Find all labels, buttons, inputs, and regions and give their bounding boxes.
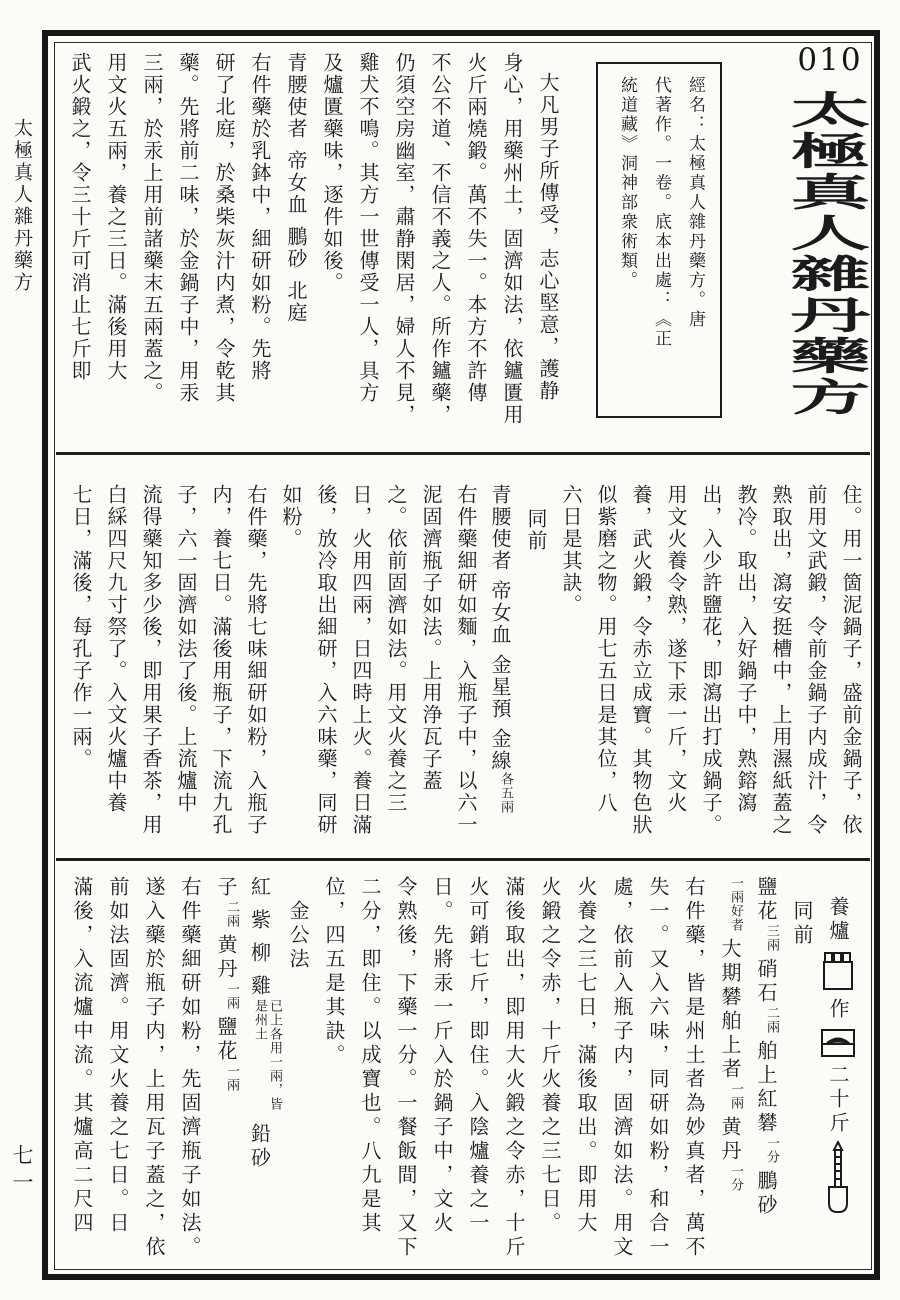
- small-annotation: 二兩: [224, 900, 239, 928]
- small-annotation-two-column: 已上各用一兩，皆是州土: [252, 999, 282, 1111]
- spacer: [729, 932, 731, 938]
- text-column: 令熟後，下藥一分。一餐飯間，又下: [394, 876, 418, 1260]
- text-column: 出，入少許鹽花，即瀉出打成鍋子。: [699, 484, 723, 836]
- text-column: 前用文武鍛，令前金鍋子内成汁，令: [804, 484, 828, 836]
- text-column: 經名：太極真人雜丹藥方。唐: [685, 76, 705, 330]
- text-column: 失一。又入六味，同研如粉，和合一: [646, 876, 670, 1260]
- scripture-meta-text: [606, 76, 712, 404]
- text-column: 教冷。取出，入好鍋子中，熟鎔瀉: [734, 484, 758, 814]
- text-column: 右件藥，皆是州土者為妙真者，萬不: [682, 876, 706, 1260]
- spacer: [259, 1119, 261, 1123]
- spacer: [259, 966, 261, 975]
- main-title: [772, 90, 874, 434]
- text-column: 子，六一固濟如法了後。上流爐中: [174, 484, 198, 814]
- text-column: 滿後，入流爐中流。其爐高二尺四: [70, 876, 94, 1236]
- text-column: 同前: [784, 876, 820, 1270]
- text-column: 右件藥細研如麵，入瓶子中，以六一: [454, 484, 478, 836]
- text-column: 右件藥細研如粉，先固濟瓶子如法。: [178, 876, 202, 1260]
- text-column: 熟取出，瀉安挺槽中，上用濕紙蓋之: [769, 484, 793, 836]
- spacer: [295, 270, 297, 280]
- spacer: [499, 646, 501, 654]
- text-column: 滿後取出，即用大火鍛之令赤，十斤: [502, 876, 526, 1260]
- spacer: [297, 876, 299, 900]
- stove-vessel-icon: [821, 949, 855, 993]
- text-column: 青腰使者帝女血鵬砂北庭: [284, 52, 308, 324]
- text-column: 武火鍛之，令三十斤可消止七斤即: [68, 52, 92, 382]
- spacer: [225, 928, 227, 934]
- spacer: [259, 900, 261, 909]
- small-annotation: 一分: [764, 1136, 779, 1164]
- text-column: 白綵四尺九寸祭了。入文火爐中養: [104, 484, 128, 814]
- spacer: [225, 1010, 227, 1016]
- section-divider-2: [56, 858, 870, 861]
- spacer: [547, 52, 549, 72]
- spacer: [801, 876, 803, 900]
- text-column: 前如法固濟。用文火養之七日。日: [106, 876, 130, 1236]
- text-column: 火可銷七斤，即住。入陰爐養之一: [466, 876, 490, 1236]
- text-column: 紅紫柳雞已上各用一兩，皆是州土鉛砂: [247, 876, 282, 1171]
- spacer: [765, 1164, 767, 1170]
- text-column: 養爐 作 二十斤: [820, 876, 856, 1270]
- text-column: 火鍛之令赤，十斤火養之三七日。: [538, 876, 562, 1236]
- scripture-meta-box: [596, 62, 722, 418]
- text-column: 泥固濟瓶子如法。上用浄瓦子蓋: [419, 484, 443, 792]
- text-column: 一兩好者大期礬舶上者一兩黄丹一分: [718, 876, 743, 1192]
- section-divider-1: [56, 452, 870, 455]
- text-column: 仍須空房幽室，肅静閑居，婦人不見，: [392, 52, 416, 426]
- page-number: 七一: [10, 1144, 34, 1198]
- text-column: 火斤兩燒鍛。萬不失一。本方不許傳: [464, 52, 488, 404]
- text-column: 遂入藥於瓶子内，上用瓦子蓋之，依: [142, 876, 166, 1260]
- text-column: 之。依前固濟如法。用文火養之三: [384, 484, 408, 814]
- text-section-2: [58, 484, 868, 856]
- spine-title: 太極真人雜丹藥方: [11, 118, 33, 294]
- document-number: 010: [797, 42, 863, 78]
- spacer: [765, 952, 767, 958]
- text-column: 三兩，於汞上用前諸藥末五兩蓋之。: [140, 52, 164, 404]
- text-column: 日，火用四兩，日四時上火。養日滿: [349, 484, 373, 836]
- small-annotation: 一兩: [224, 982, 239, 1010]
- text-column: 身心，用藥州土，固濟如法，依鑪匱用: [500, 52, 524, 426]
- spacer: [729, 1110, 731, 1116]
- text-column: 火養之三七日，滿後取出。即用大: [574, 876, 598, 1236]
- spacer: [295, 216, 297, 226]
- text-column: 似紫磨之物。用七五日是其位，八: [594, 484, 618, 814]
- text-column: 同前: [518, 484, 553, 856]
- text-column: 大凡男子所傳受，志心堅意，護静: [530, 52, 566, 442]
- text-column: 内，養七日。滿後用瓶子，下流九孔: [209, 484, 233, 836]
- spacer: [499, 720, 501, 728]
- spacer: [765, 1034, 767, 1040]
- text-column: 藥。先將前二味，於金鍋子中，用汞: [176, 52, 200, 404]
- text-column: 鹽花三兩硝石二兩舶上紅礬一分鵬砂: [754, 876, 779, 1218]
- text-column: 二分，即住。以成寶也。八九是其: [358, 876, 382, 1236]
- text-column: 日。先將汞一斤入於鍋子中，文火: [430, 876, 454, 1236]
- text-column: 七日，滿後，每孔子作一兩。: [69, 484, 93, 770]
- text-column: 如粉。: [279, 484, 303, 550]
- text-column: 雞犬不鳴。其方一世傳受一人，具方: [356, 52, 380, 404]
- spacer: [295, 140, 297, 150]
- text-column: 流得藥知多少後，即用果子香茶，用: [139, 484, 163, 836]
- text-column: 不公不道、不信不義之人。所作鑪藥，: [428, 52, 452, 426]
- text-column: 用文火養令熟，遂下汞一斤，文火: [664, 484, 688, 814]
- pestle-bottle-icon: [824, 1141, 852, 1215]
- text-column: 子二兩黄丹一兩鹽花一兩: [214, 876, 239, 1092]
- text-column: 青腰使者帝女血金星預金線各五兩: [488, 484, 513, 814]
- small-annotation: 一分: [728, 1164, 743, 1192]
- text-column: 代著作。一卷。底本出處：《正: [651, 76, 671, 349]
- spacer: [499, 572, 501, 580]
- small-annotation: 一兩: [728, 1082, 743, 1110]
- spacer: [535, 484, 537, 508]
- text-column: 用文火五兩，養之三日。滿後用大: [104, 52, 128, 382]
- small-annotation: 三兩: [764, 924, 779, 952]
- text-column: 右件藥於乳鉢中，細研如粉。先將: [248, 52, 272, 382]
- text-column: 養，武火鍛，令赤立成寶。其物色狀: [629, 484, 653, 836]
- text-column: 金公法: [280, 876, 316, 1270]
- small-annotation: 二兩: [764, 1006, 779, 1034]
- text-column: 及爐匱藥味，逐件如後。: [320, 52, 344, 294]
- small-annotation: 各五兩: [498, 772, 513, 814]
- ingot-mold-icon: [820, 1027, 856, 1059]
- text-column: 右件藥，先將七味細研如粉，入瓶子: [244, 484, 268, 836]
- spacer: [259, 933, 261, 942]
- text-column: 位，四五是其訣。: [322, 876, 346, 1068]
- text-section-1: [62, 52, 566, 442]
- text-column: 六日是其訣。: [559, 484, 583, 616]
- small-annotation: 一兩好者: [728, 876, 743, 932]
- text-column: 研了北庭，於桑柴灰汁内煮，令乾其: [212, 52, 236, 404]
- text-column: 處，依前入瓶子内，固濟如法。用文: [610, 876, 634, 1260]
- text-column: 後，放冷取出細研，入六味藥，同研: [314, 484, 338, 836]
- main-title-text: 太極真人雜丹藥方: [776, 90, 872, 418]
- text-column: 住。用一箇泥鍋子，盛前金鍋子，依: [839, 484, 863, 836]
- spacer: [837, 876, 839, 896]
- text-section-3: [58, 876, 856, 1270]
- small-annotation: 一兩: [224, 1064, 239, 1092]
- text-column: 統道藏》洞神部衆術類。: [617, 76, 637, 291]
